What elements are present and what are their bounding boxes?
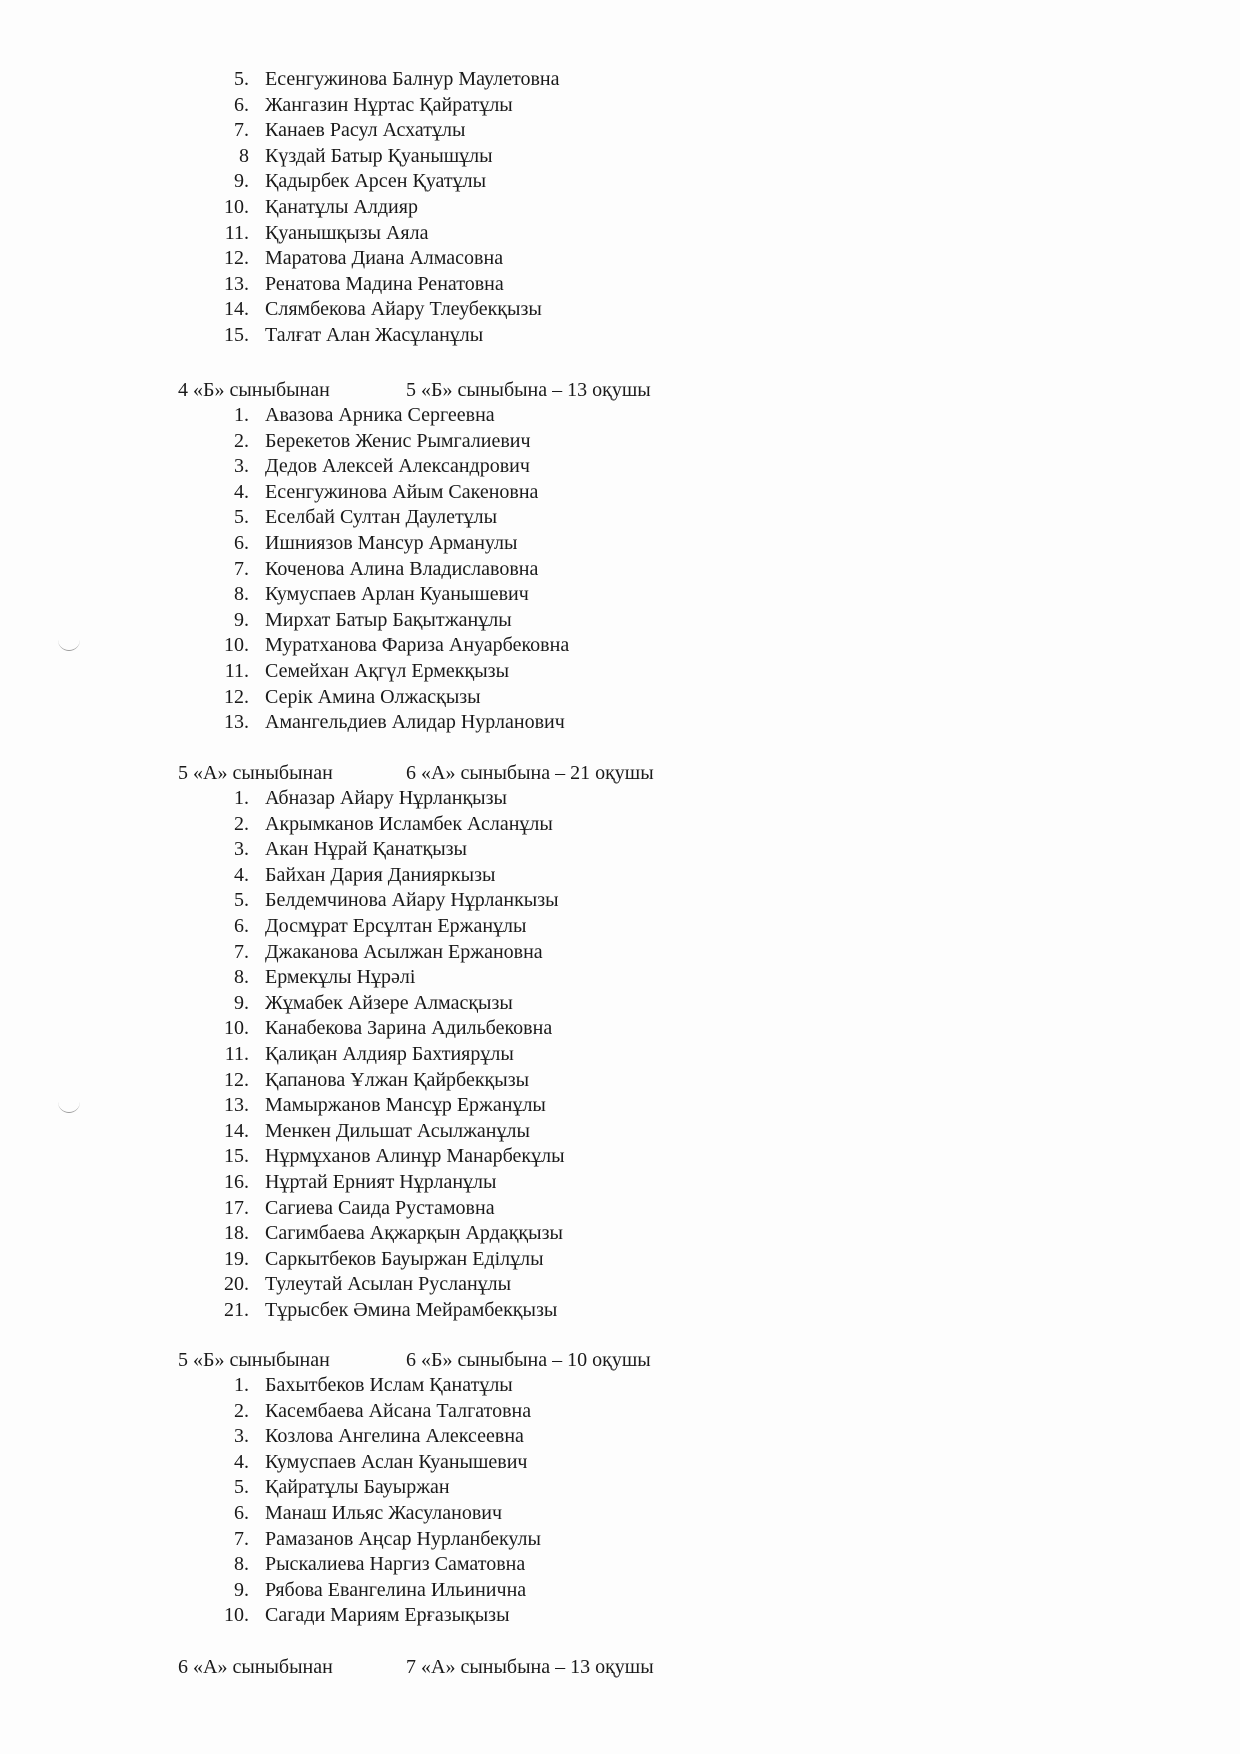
student-name: Менкен Дильшат Асылжанұлы [265,1120,530,1142]
student-name: Авазова Арника Сергеевна [265,404,495,426]
from-class: 5 «А» сыныбынан [178,762,333,784]
item-number: 4. [234,864,249,886]
student-list-item [213,66,559,92]
student-name: Ренатова Мадина Ренатовна [265,273,504,295]
item-number: 5. [234,889,249,911]
student-name: Талғат Алан Жасұланұлы [265,324,484,346]
student-name: Семейхан Ақгүл Ермекқызы [265,660,510,682]
student-name: Абназар Айару Нұрланқызы [265,787,507,809]
item-number: 2. [234,430,249,452]
student-list-item [213,1041,514,1067]
student-list-item [213,168,486,194]
student-list-item [213,1195,495,1221]
item-number: 7. [234,941,249,963]
item-number: 3. [234,455,249,477]
student-name: Сагиева Саида Рустамовна [265,1197,495,1219]
student-list-item [213,1067,529,1093]
student-list-item [213,964,415,990]
student-name: Тұрысбек Әмина Мейрамбекқызы [265,1299,558,1321]
student-name: Акан Нұрай Қанатқызы [265,838,467,860]
from-class: 6 «А» сыныбынан [178,1656,333,1678]
item-number: 6. [234,1502,249,1524]
item-number: 1. [234,404,249,426]
student-list-item [213,581,529,607]
student-list-item [213,1092,546,1118]
student-name: Слямбекова Айару Тлеубекқызы [265,298,542,320]
item-number: 13. [224,1094,249,1116]
item-number: 17. [224,1197,249,1219]
student-list-item [213,1551,525,1577]
student-name: Козлова Ангелина Алексеевна [265,1425,524,1447]
item-number: 1. [234,1374,249,1396]
to-class-count: 7 «А» сыныбына – 13 оқушы [406,1656,654,1678]
student-list-item [213,556,538,582]
student-list-item [213,1118,530,1144]
student-list-item [213,1423,524,1449]
item-number: 14. [224,298,249,320]
student-list-item [213,607,512,633]
item-number: 1. [234,787,249,809]
student-list-item [213,632,569,658]
item-number: 15. [224,324,249,346]
student-list-item [213,1246,544,1272]
item-number: 18. [224,1222,249,1244]
to-class-count: 6 «Б» сыныбына – 10 оқушы [406,1349,651,1371]
section-header [178,760,654,786]
item-number: 9. [234,1579,249,1601]
student-name: Серік Амина Олжасқызы [265,686,481,708]
student-name: Кумуспаев Аслан Куанышевич [265,1451,528,1473]
item-number: 13. [224,273,249,295]
student-name: Манаш Ильяс Жасуланович [265,1502,503,1524]
item-number: 15. [224,1145,249,1167]
student-name: Касембаева Айсана Талгатовна [265,1400,532,1422]
student-list-item [213,887,559,913]
student-list-item [213,143,493,169]
student-name: Амангельдиев Алидар Нурланович [265,711,565,733]
student-name: Мирхат Батыр Бақытжанұлы [265,609,512,631]
student-list-item [213,1297,557,1323]
student-list-item [213,530,517,556]
student-name: Канабекова Зарина Адильбековна [265,1017,553,1039]
student-list-item [213,453,530,479]
item-number: 21. [224,1299,249,1321]
student-list-item [213,220,429,246]
student-list-item [213,194,418,220]
item-number: 10. [224,1017,249,1039]
student-list-item [213,402,495,428]
student-name: Ишниязов Мансур Арманулы [265,532,518,554]
student-list-item [213,939,543,965]
student-list-item [213,1015,552,1041]
student-list-item [213,990,513,1016]
item-number: 11. [224,1043,249,1065]
item-number: 7. [234,558,249,580]
item-number: 11. [224,660,249,682]
item-number: 20. [224,1273,249,1295]
student-name: Коченова Алина Владиславовна [265,558,539,580]
student-name: Нұрмұханов Алинұр Манарбекұлы [265,1145,565,1167]
item-number: 2. [234,1400,249,1422]
student-list-item [213,1398,531,1424]
student-list-item [213,1500,502,1526]
item-number: 4. [234,481,249,503]
item-number: 9. [234,609,249,631]
item-number: 10. [224,1604,249,1626]
student-list-item [213,1271,511,1297]
student-name: Досмұрат Ерсұлтан Ержанұлы [265,915,527,937]
student-name: Акрымканов Исламбек Асланұлы [265,813,553,835]
student-list-item [213,92,513,118]
item-number: 8. [234,583,249,605]
section-header [178,1654,654,1680]
student-name: Дедов Алексей Александрович [265,455,530,477]
item-number: 6. [234,94,249,116]
student-name: Еселбай Султан Даулетұлы [265,506,498,528]
student-list-item [213,428,531,454]
student-list-item [213,1602,510,1628]
item-number: 9. [234,992,249,1014]
student-name: Ермекұлы Нұрәлі [265,966,416,988]
item-number: 12. [224,1069,249,1091]
item-number: 13. [224,711,249,733]
student-list-item [213,1220,563,1246]
student-name: Қайратұлы Бауыржан [265,1476,450,1498]
student-list-item [213,504,497,530]
student-list-item [213,1577,526,1603]
item-number: 11. [224,222,249,244]
item-number: 5. [234,1476,249,1498]
student-list-item [213,479,538,505]
student-name: Муратханова Фариза Ануарбековна [265,634,570,656]
item-number: 8 [239,145,249,167]
student-list-item [213,117,465,143]
item-number: 10. [224,634,249,656]
student-name: Қалиқан Алдияр Бахтиярұлы [265,1043,514,1065]
student-list-item [213,658,509,684]
student-list-item [213,1449,527,1475]
item-number: 3. [234,838,249,860]
student-name: Қуанышқызы Аяла [265,222,429,244]
item-number: 19. [224,1248,249,1270]
student-name: Рамазанов Аңсар Нурланбекулы [265,1528,541,1550]
student-name: Рыскалиева Наргиз Саматовна [265,1553,526,1575]
student-list-item [213,271,504,297]
item-number: 5. [234,68,249,90]
section-header [178,377,651,403]
student-name: Есенгужинова Айым Сакеновна [265,481,539,503]
student-list-item [213,1474,450,1500]
student-name: Белдемчинова Айару Нұрланкызы [265,889,559,911]
student-list-item [213,684,481,710]
item-number: 9. [234,170,249,192]
student-list-item [213,862,495,888]
from-class: 4 «Б» сыныбынан [178,379,330,401]
student-name: Нұртай Ерният Нұрланұлы [265,1171,497,1193]
student-list-item [213,245,503,271]
student-name: Кумуспаев Арлан Куанышевич [265,583,529,605]
student-name: Маратова Диана Алмасовна [265,247,504,269]
student-list-item [213,836,467,862]
item-number: 12. [224,247,249,269]
student-name: Бахытбеков Ислам Қанатұлы [265,1374,513,1396]
student-list-item [213,811,553,837]
to-class-count: 5 «Б» сыныбына – 13 оқушы [406,379,651,401]
item-number: 10. [224,196,249,218]
student-name: Берекетов Женис Рымгалиевич [265,430,531,452]
student-name: Қадырбек Арсен Қуатұлы [265,170,487,192]
item-number: 12. [224,686,249,708]
student-name: Байхан Дария Данияркызы [265,864,496,886]
student-name: Саркытбеков Бауыржан Еділұлы [265,1248,544,1270]
student-name: Сагимбаева Ақжарқын Ардаққызы [265,1222,563,1244]
student-name: Джаканова Асылжан Ержановна [265,941,543,963]
item-number: 8. [234,1553,249,1575]
student-name: Сагади Мариям Ерғазықызы [265,1604,510,1626]
punch-hole-mark [58,1100,80,1113]
student-name: Канаев Расул Асхатұлы [265,119,466,141]
student-list-item [213,1169,496,1195]
student-name: Есенгужинова Балнур Маулетовна [265,68,560,90]
student-list-item [213,322,483,348]
item-number: 4. [234,1451,249,1473]
item-number: 6. [234,532,249,554]
student-list-item [213,1526,541,1552]
student-list-item [213,1143,565,1169]
item-number: 6. [234,915,249,937]
student-name: Қанатұлы Алдияр [265,196,418,218]
item-number: 5. [234,506,249,528]
student-list-item [213,709,565,735]
to-class-count: 6 «А» сыныбына – 21 оқушы [406,762,654,784]
item-number: 16. [224,1171,249,1193]
student-list-item [213,913,526,939]
item-number: 7. [234,119,249,141]
punch-hole-mark [58,638,80,651]
student-name: Жангазин Нұртас Қайратұлы [265,94,513,116]
student-name: Мамыржанов Мансұр Ержанұлы [265,1094,546,1116]
student-name: Қапанова Ұлжан Қайрбекқызы [265,1069,530,1091]
student-list-item [213,296,542,322]
student-name: Рябова Евангелина Ильинична [265,1579,527,1601]
item-number: 8. [234,966,249,988]
section-header [178,1347,651,1373]
item-number: 14. [224,1120,249,1142]
item-number: 7. [234,1528,249,1550]
student-list-item [213,785,507,811]
from-class: 5 «Б» сыныбынан [178,1349,330,1371]
item-number: 2. [234,813,249,835]
student-list-item [213,1372,513,1398]
student-name: Тулеутай Асылан Русланұлы [265,1273,512,1295]
student-name: Жұмабек Айзере Алмасқызы [265,992,513,1014]
item-number: 3. [234,1425,249,1447]
student-name: Күздай Батыр Қуанышұлы [265,145,493,167]
